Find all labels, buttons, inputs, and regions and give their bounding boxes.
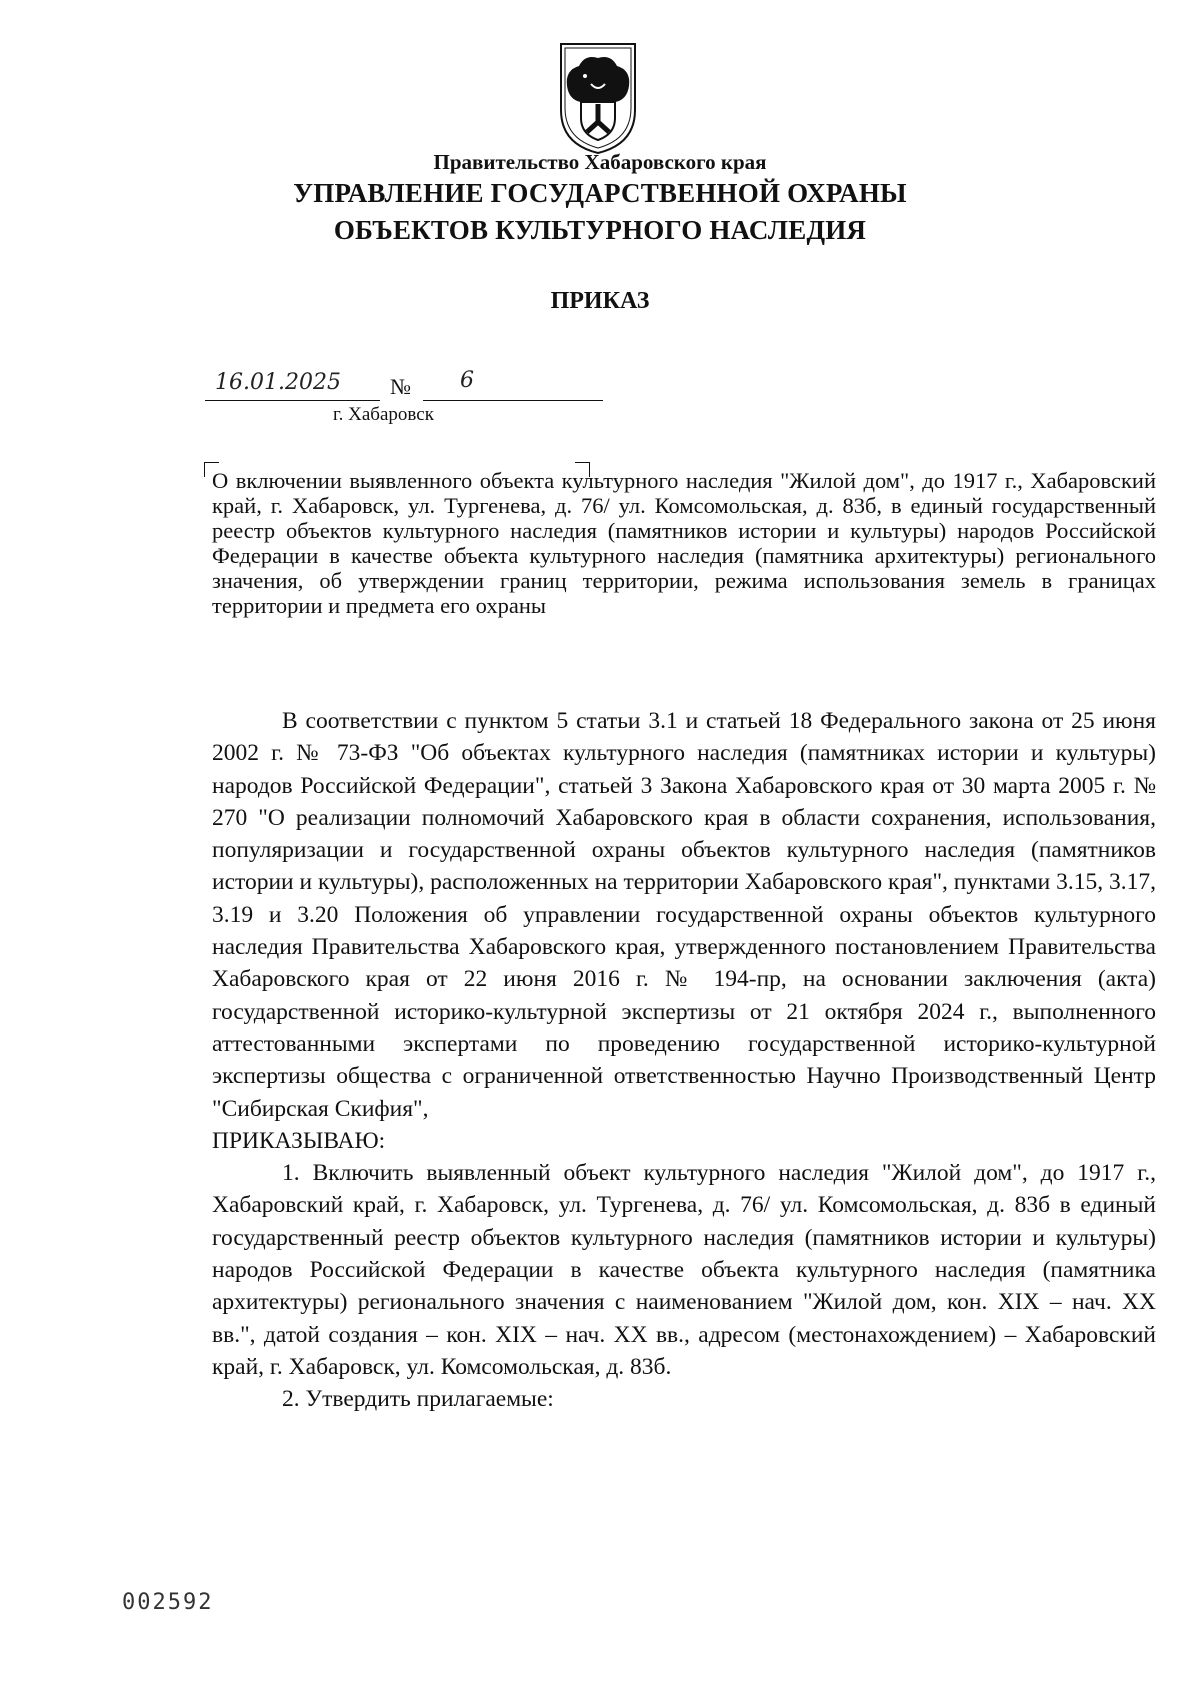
- order-body: [212, 705, 1156, 1416]
- org-parent: Правительство Хабаровского края: [433, 150, 767, 174]
- doc-type-title: ПРИКАЗ: [550, 288, 650, 314]
- preamble-paragraph: В соответствии с пунктом 5 статьи 3.1 и статьей 18 Федерального закона от 25 июня 2002 г. № 73-ФЗ "Об объектах культурного наследия (памятниках истории и культуры) народов Российской Федерации", статьей 3 Закона Хабаровского края от 30 марта 2005 г. № 270 "О реализации полномочий Хабаровского края в области сохранения, использования, популяризации и государственной охраны объектов культурного наследия (памятников истории и культуры), расположенных на территории Хабаровского края", пунктами 3.15, 3.17, 3.19 и 3.20 Положения об управлении государственной охраны объектов культурного наследия Правительства Хабаровского края, утвержденного постановлением Правительства Хабаровского края от 22 июня 2016 г. № 194-пр, на основании заключения (акта) государственной историко-культурной экспертизы от 21 октября 2024 г., выполненного аттестованными экспертами по проведению государственной историко-культурной экспертизы общества с ограниченной ответственностью Научно Производственный Центр "Сибирская Скифия",: [212, 708, 1156, 1122]
- order-word: ПРИКАЗЫВАЮ:: [212, 1127, 386, 1154]
- org-name-line2: ОБЪЕКТОВ КУЛЬТУРНОГО НАСЛЕДИЯ: [333, 215, 867, 245]
- number-underline: [423, 400, 603, 401]
- document-code: 002592: [122, 1590, 214, 1615]
- order-date: 16.01.2025: [215, 370, 341, 395]
- order-item-2: 2. Утвердить прилагаемые:: [282, 1386, 554, 1413]
- order-city: г. Хабаровск: [333, 404, 434, 425]
- date-number-line: [205, 368, 605, 402]
- date-underline: [205, 400, 380, 401]
- order-number: 6: [460, 368, 474, 393]
- order-subject: О включении выявленного объекта культурного наследия "Жилой дом", до 1917 г., Хабаровский край, г. Хабаровск, ул. Тургенева, д. 76/ ул. Комсомольская, д. 83б, в единый государственный реестр объектов культурного наследия (памятников истории и культуры) народов Российской Федерации в качестве объекта культурного наследия (памятника архитектуры) регионального значения, об утверждении границ территории, режима использования земель в границах территории и предмета его охраны: [212, 468, 1156, 618]
- number-sign: №: [390, 374, 411, 399]
- org-name-line1: УПРАВЛЕНИЕ ГОСУДАРСТВЕННОЙ ОХРАНЫ: [293, 178, 907, 208]
- khabarovsk-krai-coat-of-arms-icon: [555, 40, 641, 156]
- order-item-1: 1. Включить выявленный объект культурного наследия "Жилой дом", до 1917 г., Хабаровский край, г. Хабаровск, ул. Тургенева, д. 76/ ул. Комсомольская, д. 83б в единый государственный реестр объектов культурного наследия (памятников истории и культуры) народов Российской Федерации в качестве объекта культурного наследия (памятника архитектуры) регионального значения с наименованием "Жилой дом, кон. XIX – нач. XX вв.", датой создания – кон. XIX – нач. XX вв., адресом (местонахождением) – Хабаровский край, г. Хабаровск, ул. Комсомольская, д. 83б.: [212, 1160, 1156, 1380]
